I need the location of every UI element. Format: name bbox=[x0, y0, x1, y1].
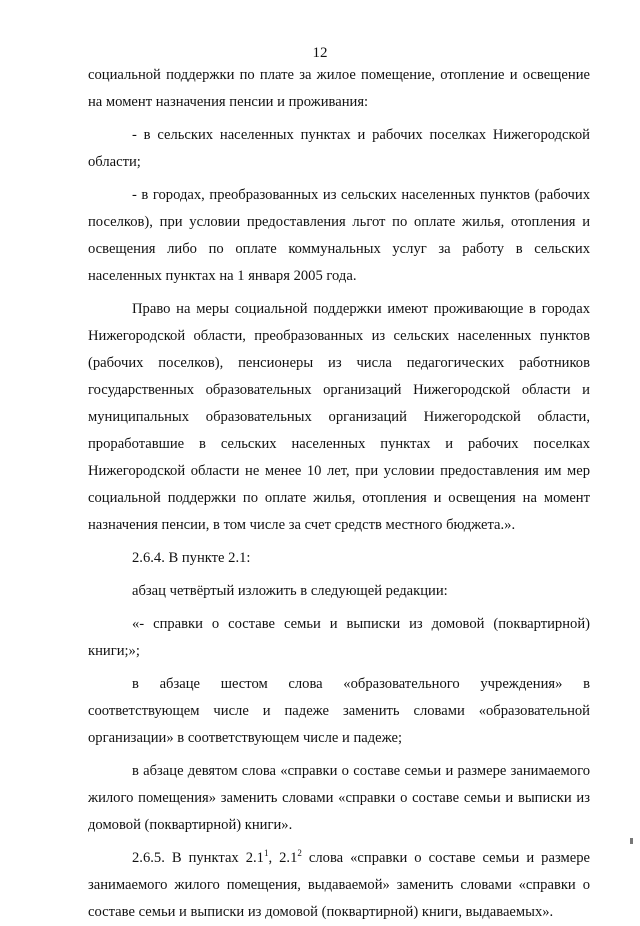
paragraph-right-to-support: Право на меры социальной поддержки имеют проживающие в городах Нижегородской области, преобразованных из сельских населенных пунктов (рабочих поселков), пенсионеры из числа педагогических работников государственных образовательных организаций Нижегородской области и муниципальных образовательных организаций Нижегородской области, проработавшие в сельских населенных пунктах и рабочих поселках Нижегородской области не менее 10 лет, при условии предоставления им мер социальной поддержки по оплате жилья, отопления и освещения на момент назначения пенсии, в том числе за счет средств местного бюджета.». bbox=[88, 301, 590, 533]
superscript-two: 2 bbox=[297, 848, 302, 858]
clause-2-6-5 bbox=[88, 845, 590, 926]
clause-2-6-4-heading: 2.6.4. В пункте 2.1: bbox=[132, 550, 251, 566]
clause-2-6-4-paragraph-nine: в абзаце девятом слова «справки о составе семьи и размере занимаемого жилого помещения» заменить словами «справки о составе семьи и выписки из домовой (поквартирной) книги». bbox=[88, 763, 590, 833]
clause-2-6-4-instruction: абзац четвёртый изложить в следующей редакции: bbox=[132, 583, 448, 599]
paragraph-continuation: социальной поддержки по плате за жилое помещение, отопление и освещение на момент назначения пенсии и проживания: bbox=[88, 67, 590, 110]
clause-2-6-5-text-end: слова «справки о составе семьи и размере занимаемого жилого помещения, выдаваемой» заменить словами «справки о составе семьи и выписки из домовой (поквартирной) книги, выдаваемых». bbox=[88, 850, 590, 920]
superscript-one: 1 bbox=[263, 848, 269, 858]
clause-2-6-4-paragraph-six: в абзаце шестом слова «образовательного учреждения» в соответствующем числе и падеже заменить словами «образовательной организации» в соответствующем числе и падеже; bbox=[88, 676, 590, 746]
clause-2-6-4-new-text: «- справки о составе семьи и выписки из домовой (поквартирной) книги;»; bbox=[88, 616, 590, 659]
list-item-converted-cities: - в городах, преобразованных из сельских населенных пунктов (рабочих поселков), при условии предоставления льгот по оплате жилья, отопления и освещения либо по оплате коммунальных услуг за работу в сельских населенных пунктах на 1 января 2005 года. bbox=[88, 187, 590, 284]
scan-edge-mark bbox=[630, 838, 633, 844]
list-item-rural-settlements: - в сельских населенных пунктах и рабочих поселках Нижегородской области; bbox=[88, 127, 590, 170]
page-number: 12 bbox=[312, 45, 328, 61]
clause-2-6-5-text-start: 2.6.5. В пунктах 2.1 bbox=[132, 850, 264, 866]
document-body bbox=[88, 62, 590, 926]
clause-2-6-5-text-middle: , 2.1 bbox=[268, 850, 298, 866]
